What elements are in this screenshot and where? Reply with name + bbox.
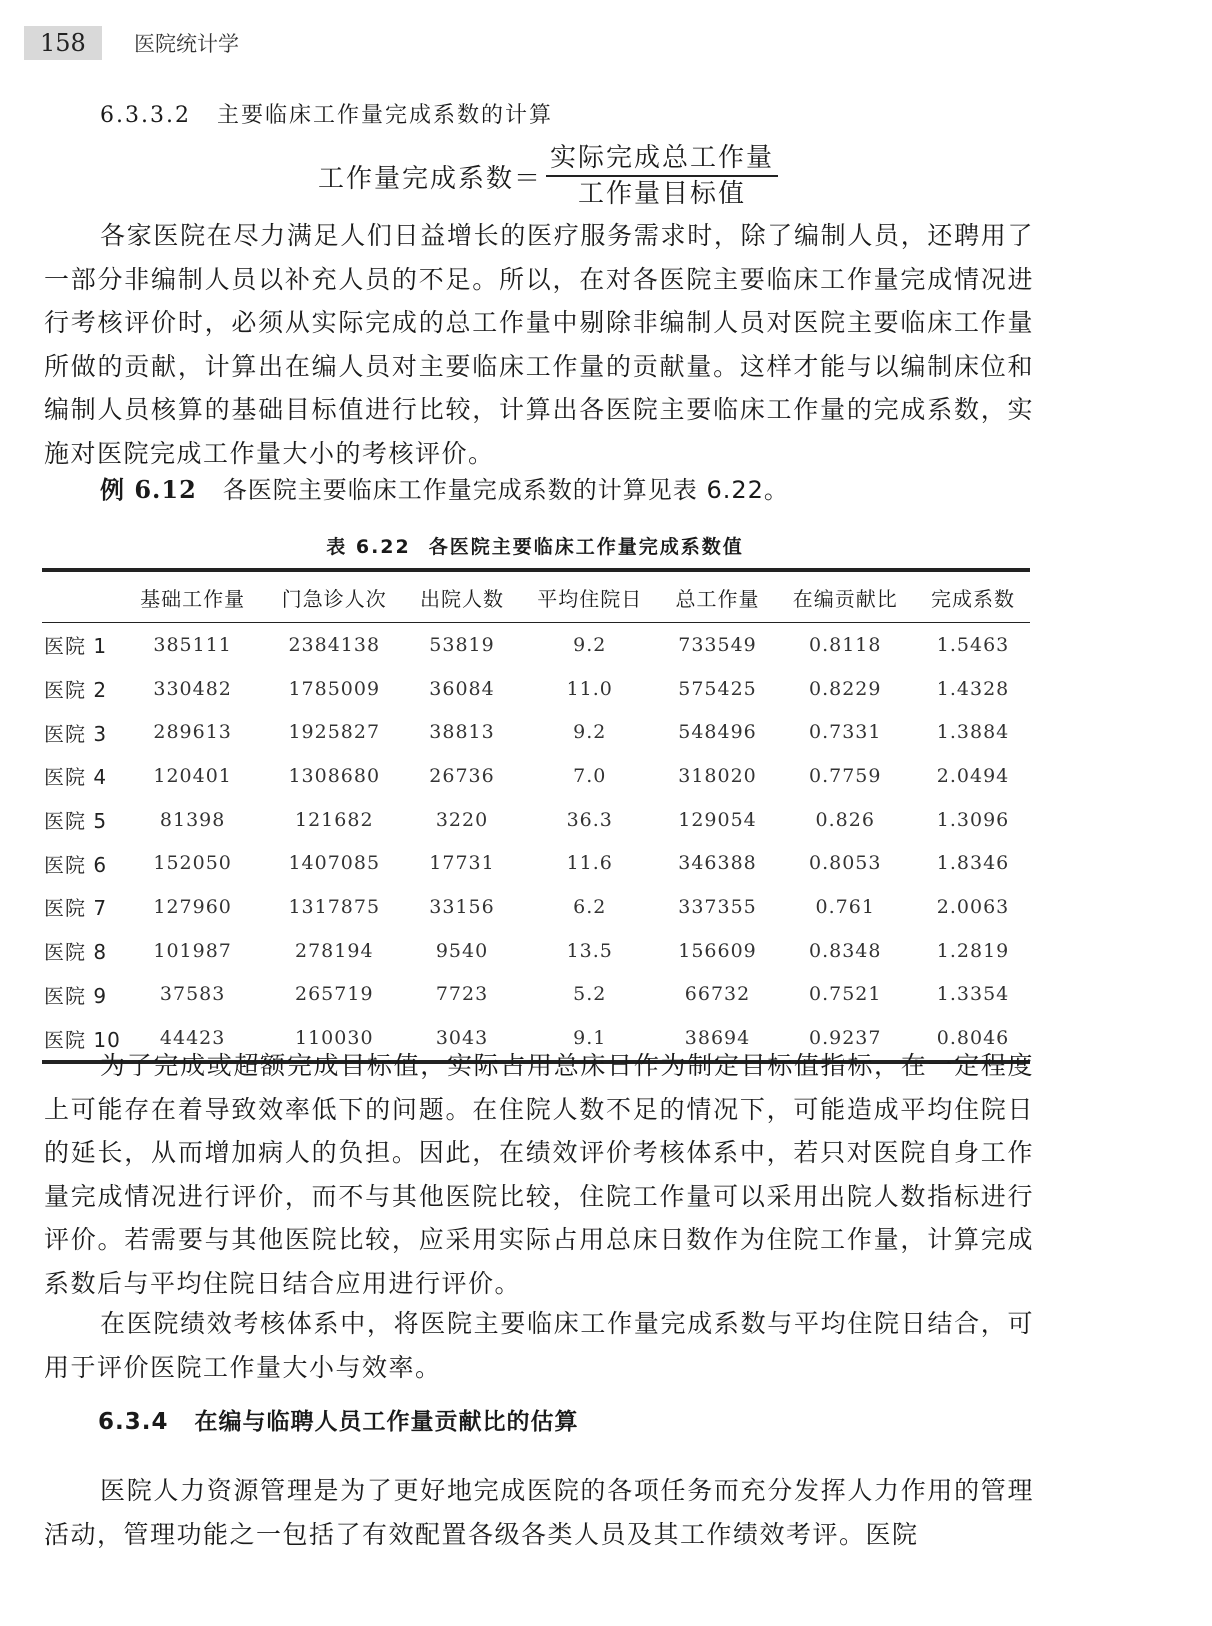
section-heading [98,1404,579,1440]
table-cell: 1.3354 [936,983,1010,1006]
column-header: 基础工作量 [122,570,264,623]
table-cell: 11.6 [566,852,613,875]
table-cell: 318020 [678,764,757,787]
row-hospital-name: 医院 9 [44,983,108,1008]
table-cell: 110030 [295,1027,374,1050]
table-cell: 38813 [429,721,495,744]
table-cell: 36084 [429,677,495,700]
completion-coefficient-table [42,568,1030,1064]
table-cell: 0.8229 [809,677,882,700]
table-cell: 17731 [429,852,495,875]
example-label: 例 6.12 [100,475,197,504]
formula-fraction [546,141,778,211]
table-cell: 81398 [159,808,226,831]
page-number: 158 [40,29,86,57]
table-cell: 9.1 [573,1027,607,1050]
table-cell: 1317875 [288,895,381,918]
column-header: 出院人数 [405,570,519,623]
paragraph-hr: 医院人力资源管理是为了更好地完成医院的各项任务而充分发挥人力作用的管理活动，管理功能之一包括了有效配置各级各类人员及其工作绩效考评。医院 [44,1476,1034,1549]
table-cell: 337355 [678,895,757,918]
table-cell: 37583 [159,983,226,1006]
table-cell: 733549 [678,633,757,656]
table-cell: 0.8046 [936,1027,1010,1050]
table-cell: 1.4328 [936,677,1010,700]
table-cell: 127960 [153,895,232,918]
table-cell: 1785009 [288,677,381,700]
table-cell: 1.3884 [936,721,1010,744]
table-cell: 346388 [678,852,757,875]
table-cell: 289613 [153,721,232,744]
column-header: 完成系数 [916,570,1030,623]
column-header: 平均住院日 [519,570,661,623]
paragraph-summary: 在医院绩效考核体系中，将医院主要临床工作量完成系数与平均住院日结合，可用于评价医院工作量大小与效率。 [44,1309,1034,1382]
table-header-row [42,570,1030,623]
table-cell: 129054 [678,808,757,831]
formula [318,140,778,212]
table-cell: 33156 [429,895,495,918]
table-row [42,798,1030,842]
table-cell: 66732 [684,983,751,1006]
table-cell: 7723 [435,983,489,1006]
table-row [42,929,1030,973]
table-row [42,973,1030,1017]
table-caption [0,533,1070,561]
column-header: 总工作量 [661,570,775,623]
table-cell: 3220 [435,808,489,831]
column-header [42,570,122,623]
table-cell: 0.8053 [809,852,882,875]
table-cell: 0.7759 [809,764,882,787]
table-cell: 0.9237 [809,1027,882,1050]
running-book-title: 医院统计学 [134,32,239,56]
formula-lhs: 工作量完成系数＝ [318,163,543,194]
section-title: 在编与临聘人员工作量贡献比的估算 [194,1409,579,1435]
table-cell: 9540 [435,939,489,962]
row-hospital-name: 医院 4 [44,765,108,790]
table-cell: 1.5463 [936,633,1010,656]
table-cell: 0.7331 [809,721,882,744]
row-hospital-name: 医院 2 [44,678,108,703]
table-cell: 265719 [295,983,374,1006]
table-row [42,841,1030,885]
table-cell: 0.8118 [809,633,882,656]
table-row [42,667,1030,711]
table-row [42,710,1030,754]
row-hospital-name: 医院 1 [44,634,108,659]
table-cell: 548496 [678,721,757,744]
table-cell: 1925827 [288,721,381,744]
row-hospital-name: 医院 10 [44,1027,121,1052]
table-cell: 278194 [295,939,374,962]
table-cell: 575425 [678,677,757,700]
table-cell: 2.0494 [936,764,1010,787]
table-cell: 156609 [678,939,757,962]
row-hospital-name: 医院 6 [44,852,108,877]
table-cell: 0.7521 [809,983,882,1006]
row-hospital-name: 医院 3 [44,721,108,746]
row-hospital-name: 医院 5 [44,809,108,834]
table-cell: 9.2 [573,633,607,656]
table-cell: 0.761 [815,895,875,918]
table-cell: 330482 [153,677,232,700]
table-caption-title: 各医院主要临床工作量完成系数值 [428,536,744,558]
paragraph-discussion: 为了完成或超额完成目标值，实际占用总床日作为制定目标值指标，在一定程度上可能存在着导致效率低下的问题。在住院人数不足的情况下，可能造成平均住院日的延长，从而增加病人的负担。因此，在绩效评价考核体系中，若只对医院自身工作量完成情况进行评价，而不与其他医院比较，住院工作量可以采用出院人数指标进行评价。若需要与其他医院比较，应采用实际占用总床日数作为住院工作量，计算完成系数后与平均住院日结合应用进行评价。 [44,1051,1034,1298]
table-cell: 2384138 [288,633,381,656]
formula-denominator: 工作量目标值 [578,179,747,209]
table-cell: 1.3096 [936,808,1010,831]
table-cell: 152050 [153,852,232,875]
table-cell: 38694 [684,1027,751,1050]
table-cell: 5.2 [573,983,607,1006]
subsection-title: 主要临床工作量完成系数的计算 [216,103,553,128]
table-cell: 121682 [295,808,374,831]
table-cell: 36.3 [566,808,613,831]
table-cell: 120401 [153,764,232,787]
subsection-heading [100,100,553,132]
column-header: 门急诊人次 [263,570,405,623]
column-header: 在编贡献比 [774,570,916,623]
table-cell: 1407085 [288,852,381,875]
subsection-number: 6.3.3.2 [100,103,191,128]
table-cell: 0.8348 [809,939,882,962]
table-cell: 11.0 [566,677,613,700]
table-row [42,623,1030,667]
table-cell: 53819 [429,633,495,656]
table-cell: 385111 [153,633,232,656]
formula-numerator: 实际完成总工作量 [546,141,778,177]
table-cell: 0.826 [815,808,875,831]
row-hospital-name: 医院 8 [44,940,108,965]
table-cell: 7.0 [573,764,607,787]
table-cell: 44423 [159,1027,226,1050]
table-cell: 6.2 [573,895,607,918]
table-cell: 1308680 [288,764,381,787]
table-row [42,885,1030,929]
paragraph-intro: 各家医院在尽力满足人们日益增长的医疗服务需求时，除了编制人员，还聘用了一部分非编制人员以补充人员的不足。所以，在对各医院主要临床工作量完成情况进行考核评价时，必须从实际完成的总工作量中剔除非编制人员对医院主要临床工作量所做的贡献，计算出在编人员对主要临床工作量的贡献量。这样才能与以编制床位和编制人员核算的基础目标值进行比较，计算出各医院主要临床工作量的完成系数，实施对医院完成工作量大小的考核评价。 [44,221,1034,468]
table-cell: 1.8346 [936,852,1010,875]
table-cell: 26736 [429,764,495,787]
table-row [42,754,1030,798]
table-cell: 2.0063 [936,895,1010,918]
section-number: 6.3.4 [98,1409,169,1435]
row-hospital-name: 医院 7 [44,896,108,921]
table-cell: 1.2819 [936,939,1010,962]
example-text: 各医院主要临床工作量完成系数的计算见表 6.22。 [222,476,789,504]
table-cell: 101987 [153,939,232,962]
table-cell: 13.5 [566,939,613,962]
example-line [100,472,789,508]
table-cell: 9.2 [573,721,607,744]
table-caption-number: 表 6.22 [326,536,411,558]
table-cell: 3043 [435,1027,489,1050]
